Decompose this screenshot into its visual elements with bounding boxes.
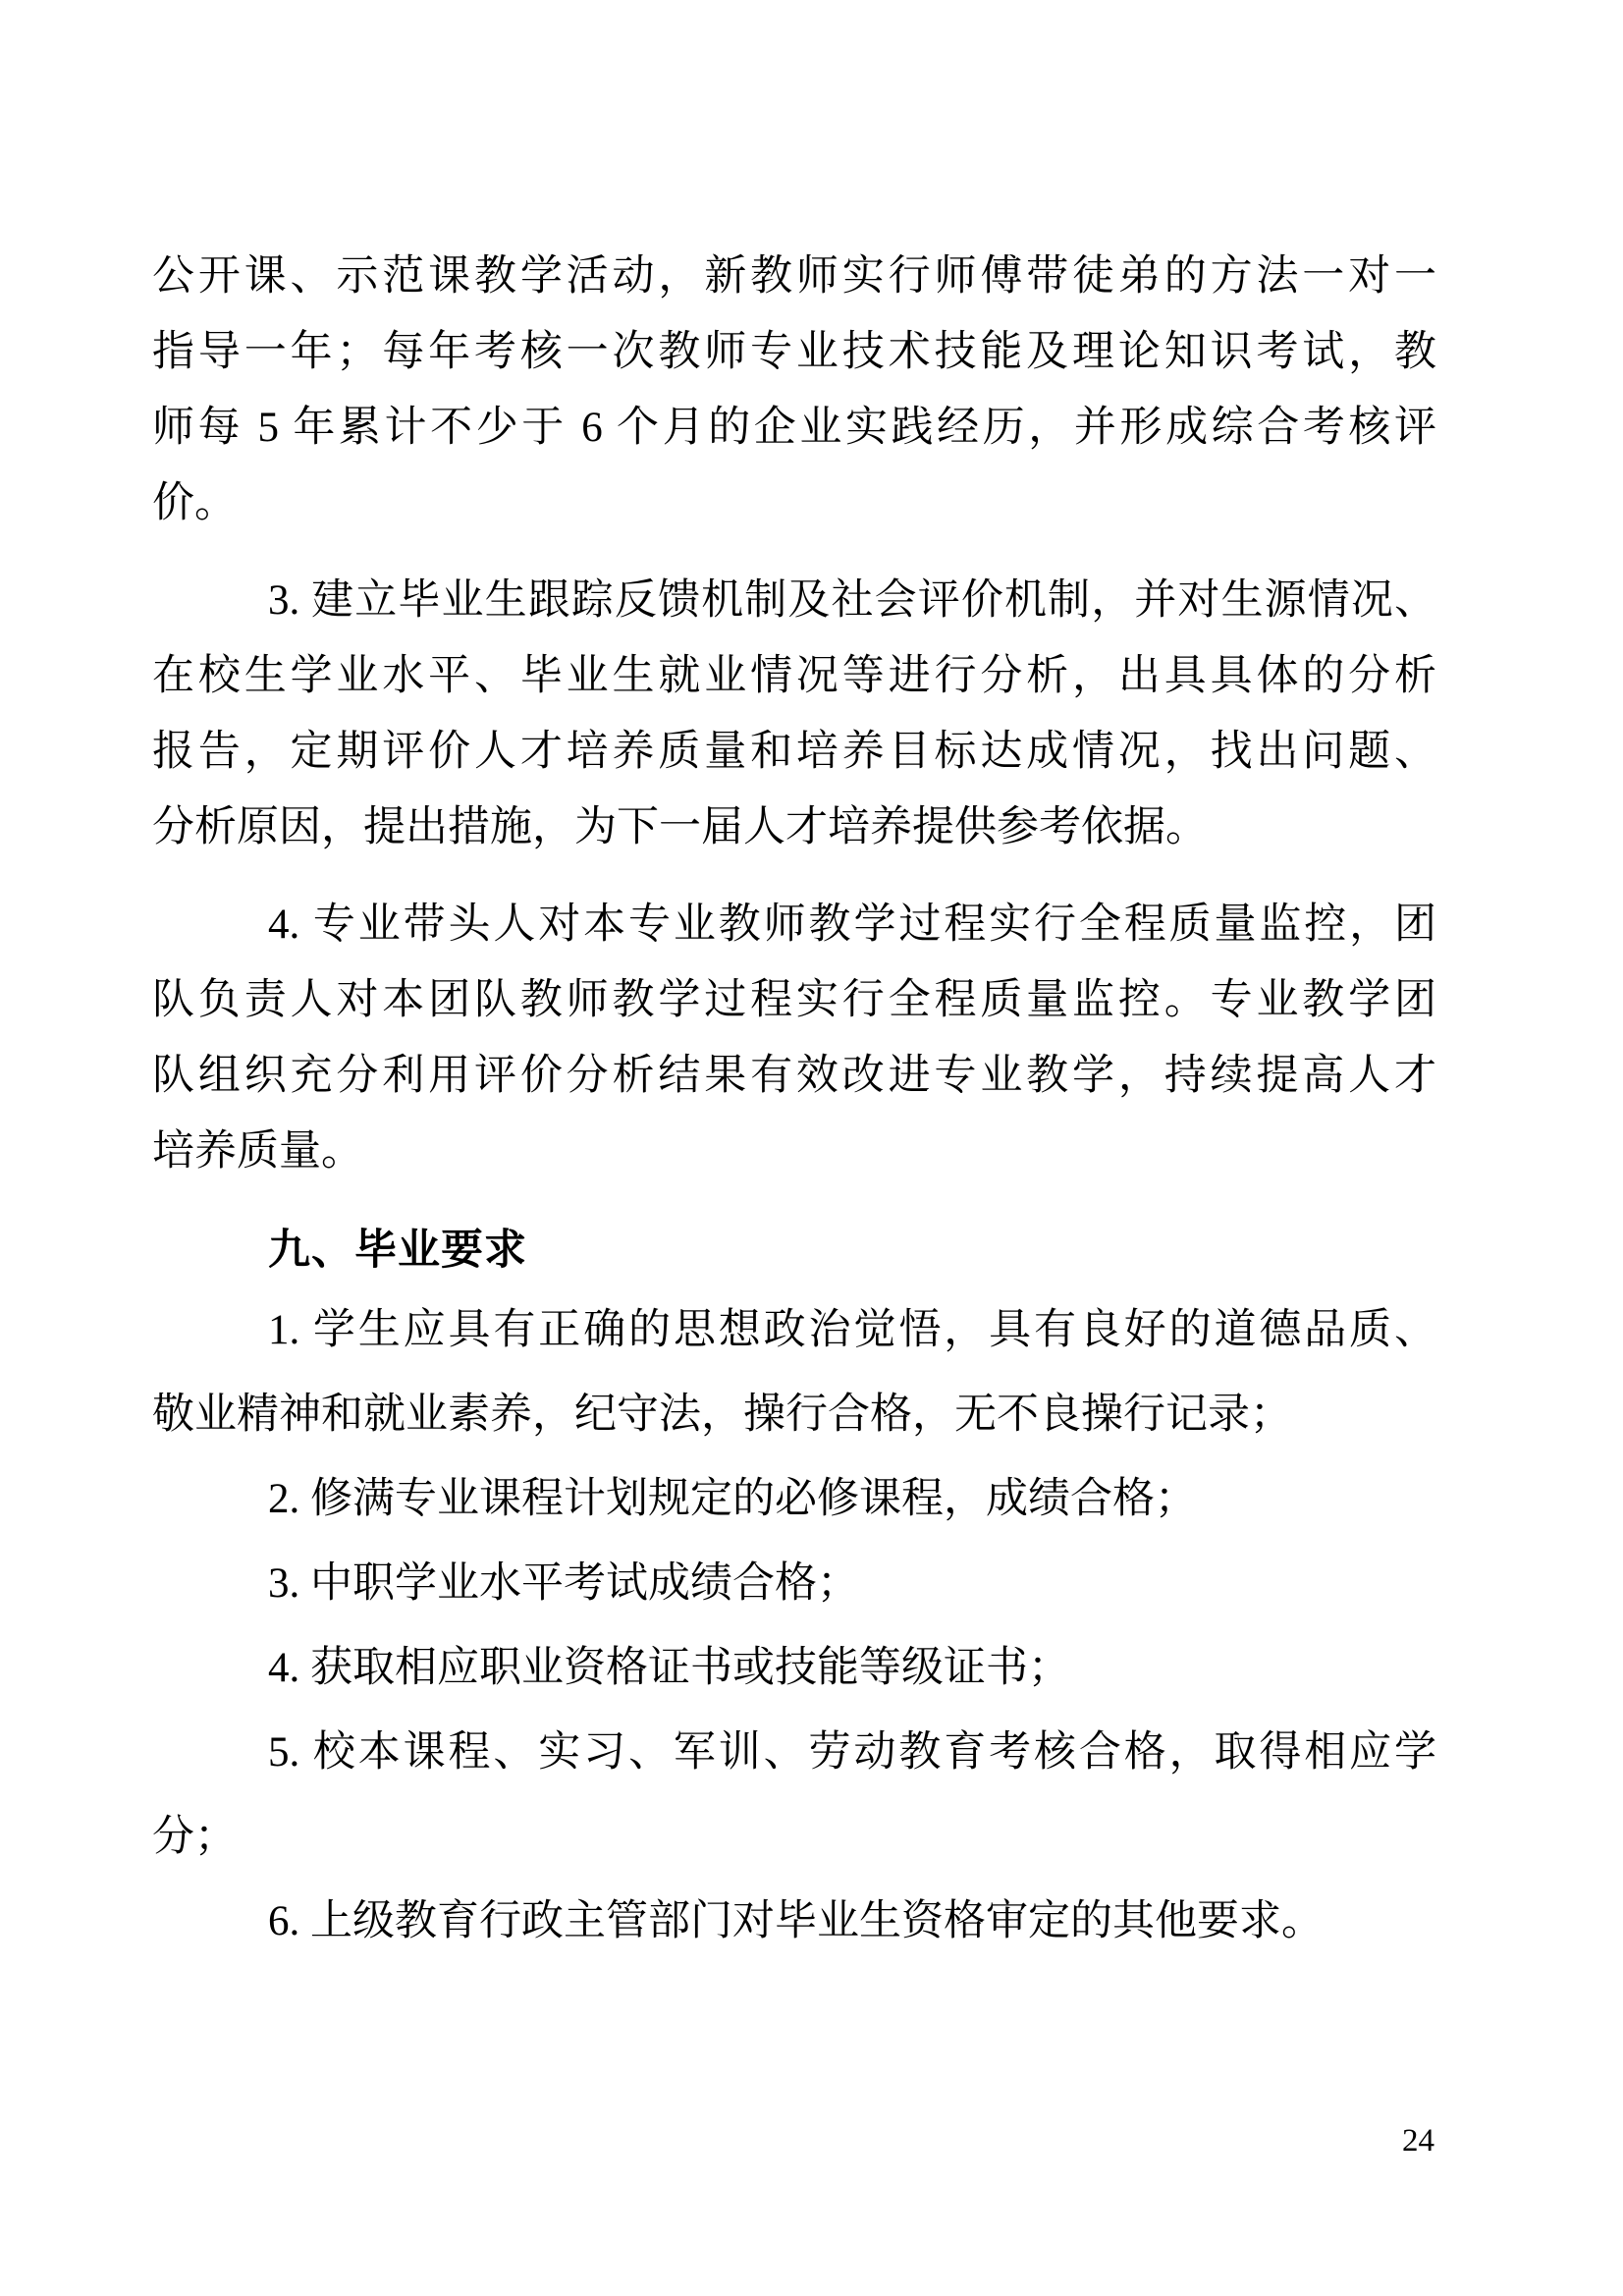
text-line: 队负责人对本团队教师教学过程实行全程质量监控。专业教学团 <box>152 977 1436 1023</box>
paragraph-quality-monitoring <box>152 887 1436 1189</box>
text-line: 指导一年；每年考核一次教师专业技术技能及理论知识考试，教 <box>152 329 1436 375</box>
text-line: 敬业精神和就业素养，纪守法，操行合格，无不良操行记录； <box>152 1392 1292 1438</box>
text-line: 队组织充分利用评价分析结果有效改进专业教学，持续提高人才 <box>152 1053 1436 1099</box>
text-line: 价。 <box>152 480 237 526</box>
page-number: 24 <box>1402 2123 1434 2159</box>
text-line: 3. 建立毕业生跟踪反馈机制及社会评价机制，并对生源情况、 <box>268 577 1436 624</box>
text-line: 2. 修满专业课程计划规定的必修课程，成绩合格； <box>268 1476 1197 1522</box>
list-item <box>152 1880 1436 1964</box>
text-line: 在校生学业水平、毕业生就业情况等进行分析，出具具体的分析 <box>152 653 1436 699</box>
paragraph-feedback-mechanism <box>152 563 1436 865</box>
list-item <box>152 1288 1436 1457</box>
text-line: 公开课、示范课教学活动，新教师实行师傅带徒弟的方法一对一 <box>152 253 1436 300</box>
paragraph-teacher-training <box>152 239 1436 541</box>
text-line: 师每 5 年累计不少于 6 个月的企业实践经历，并形成综合考核评 <box>152 405 1436 451</box>
text-line: 报告，定期评价人才培养质量和培养目标达成情况，找出问题、 <box>152 729 1436 775</box>
text-line: 分析原因，提出措施，为下一届人才培养提供参考依据。 <box>152 804 1208 850</box>
text-line: 1. 学生应具有正确的思想政治觉悟，具有良好的道德品质、 <box>268 1307 1436 1353</box>
text-line: 3. 中职学业水平考试成绩合格； <box>268 1560 859 1607</box>
text-line: 培养质量。 <box>152 1128 363 1175</box>
text-line: 4. 专业带头人对本专业教师教学过程实行全程质量监控，团 <box>268 902 1436 948</box>
text-line: 6. 上级教育行政主管部门对毕业生资格审定的其他要求。 <box>268 1898 1324 1944</box>
section-heading-graduation-requirements: 九、毕业要求 <box>268 1228 527 1274</box>
text-line: 4. 获取相应职业资格证书或技能等级证书； <box>268 1645 1070 1691</box>
graduation-requirements-list <box>152 1288 1436 1964</box>
text-line: 分； <box>152 1814 237 1860</box>
list-item <box>152 1542 1436 1626</box>
document-body <box>152 239 1436 1964</box>
text-line: 5. 校本课程、实习、军训、劳动教育考核合格，取得相应学 <box>268 1729 1436 1776</box>
list-item <box>152 1626 1436 1711</box>
list-item <box>152 1457 1436 1542</box>
list-item <box>152 1711 1436 1880</box>
